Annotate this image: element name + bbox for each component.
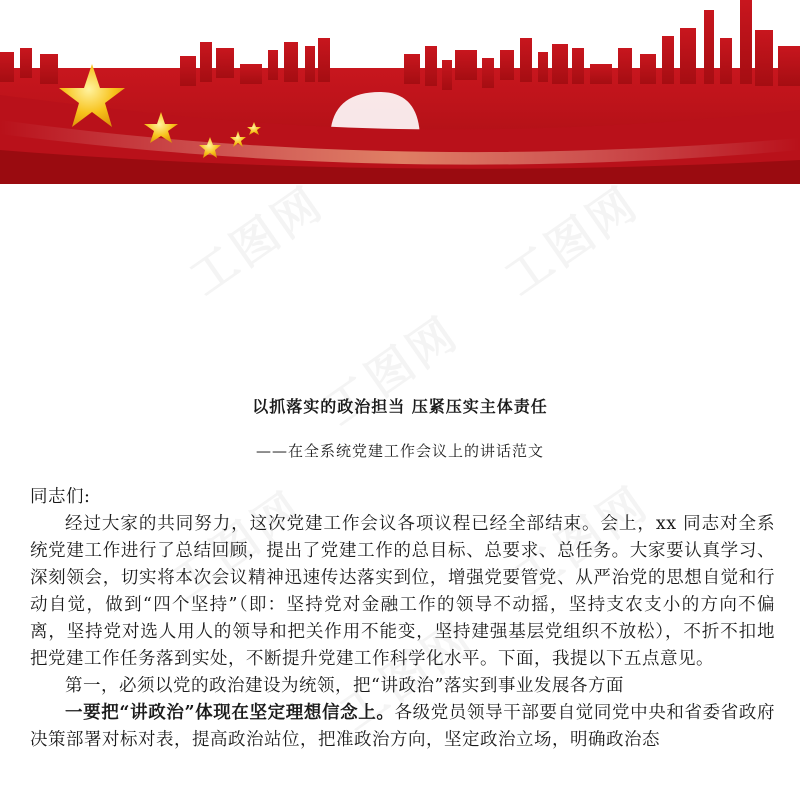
watermark — [490, 168, 651, 308]
paragraph-text: 各级党员领导干部要自觉同党中央和省委省政府决策部署对标对表，提高政治站位，把准政治方向，坚定政治立场，明确政治态 — [30, 703, 775, 750]
paragraph — [30, 700, 775, 754]
bold-lead: 一要把“讲政治”体现在坚定理想信念上。 — [65, 703, 395, 723]
section-heading: 第一，必须以党的政治建设为统领，把“讲政治”落实到事业发展各方面 — [65, 676, 624, 696]
document-subtitle: ——在全系统党建工作会议上的讲话范文 — [255, 442, 544, 460]
greeting: 同志们: — [30, 487, 91, 507]
watermark — [175, 168, 336, 308]
paragraph: 经过大家的共同努力，这次党建工作会议各项议程已经全部结束。会上，xx 同志对全系统党建工作进行了总结回顾，提出了党建工作的总目标、总要求、总任务。大家要认真学习、深刻领会，切实将本次会议精神迅速传达落实到位，增强党要管党、从严治党的思想自觉和行动自觉，做到“四个坚持”（即：坚持党对金融工作的领导不动摇，坚持支农支小的方向不偏离，坚持党对选人用人的领导和把关作用不能变，坚持建强基层党组织不放松），不折不扣地把党建工作任务落到实处，不断提升党建工作科学化水平。下面，我提以下五点意见。 — [30, 514, 775, 669]
document-title: 以抓落实的政治担当 压紧压实主体责任 — [252, 397, 548, 416]
document-body — [30, 484, 775, 754]
header-banner — [0, 0, 800, 184]
watermark — [310, 298, 471, 438]
